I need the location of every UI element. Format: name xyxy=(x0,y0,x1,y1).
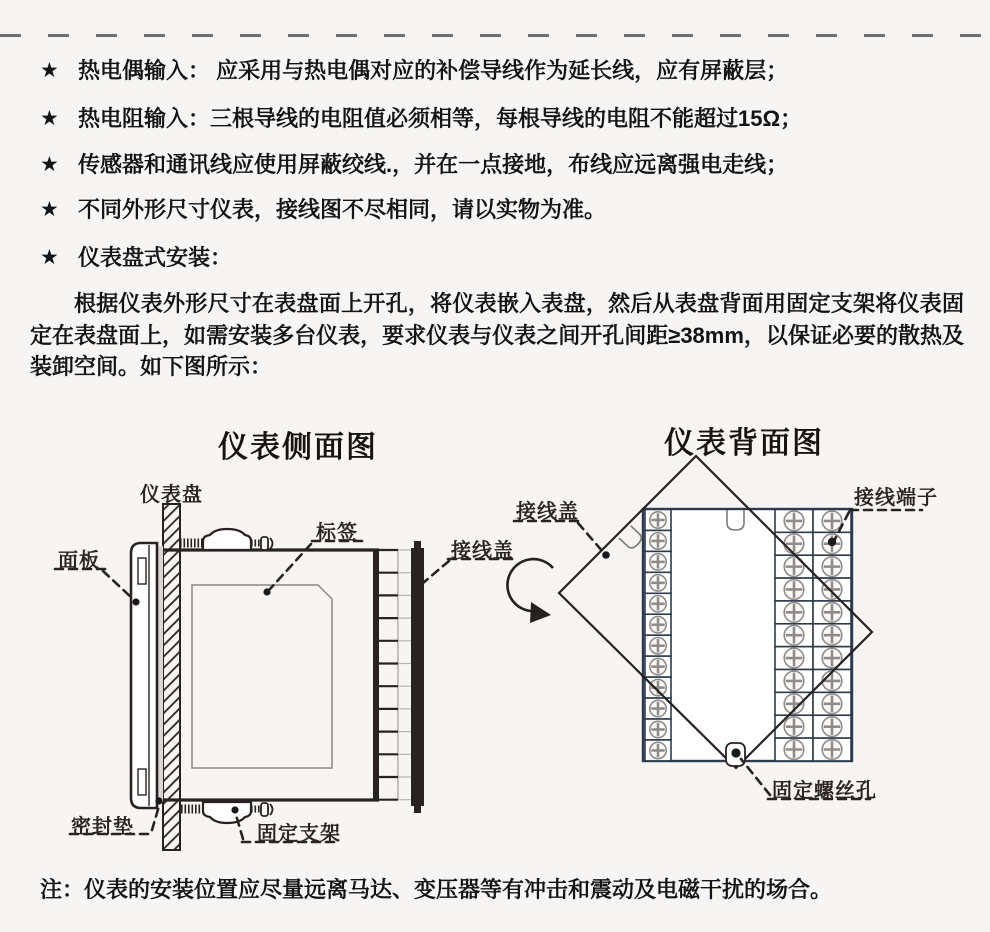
star-icon: ★ xyxy=(40,107,59,130)
label-gasket: 密封垫 xyxy=(71,816,134,838)
fixing-screw-hole xyxy=(726,743,745,766)
label-terminal: 接线端子 xyxy=(854,487,938,509)
bullet-text: 不同外形尺寸仪表，接线图不尽相同，请以实物为准。 xyxy=(78,197,607,222)
bullet-shielding xyxy=(40,152,970,178)
bullet-rtd xyxy=(40,106,970,132)
label-front-panel: 面板 xyxy=(58,550,100,572)
label-bracket: 固定支架 xyxy=(257,823,341,845)
bullet-panel-mount xyxy=(40,245,970,271)
top-bracket xyxy=(180,529,273,550)
bottom-note: 注：仪表的安装位置应尽量远离马达、变压器等有冲击和震动及电磁干扰的场合。 xyxy=(40,877,833,902)
back-view-title: 仪表背面图 xyxy=(664,426,824,461)
bullet-thermocouple xyxy=(40,58,970,84)
sticker-area xyxy=(192,585,332,768)
star-icon: ★ xyxy=(40,59,59,82)
label-panel-board: 仪表盘 xyxy=(140,484,203,506)
star-icon: ★ xyxy=(40,198,59,221)
star-icon: ★ xyxy=(40,246,59,269)
bullet-text: 仪表盘式安装： xyxy=(78,245,233,270)
terminal-cover-bar xyxy=(411,541,424,813)
bullet-text: 传感器和通讯线应使用屏蔽绞线.，并在一点接地，布线应远离强电走线； xyxy=(78,152,789,177)
side-view-title: 仪表侧面图 xyxy=(218,430,378,465)
bullet-text: 热电偶输入： 应采用与热电偶对应的补偿导线作为延长线，应有屏蔽层； xyxy=(78,58,789,83)
label-terminal-cover-back: 接线盖 xyxy=(516,501,579,523)
star-icon: ★ xyxy=(40,153,59,176)
terminal-strip xyxy=(373,549,411,800)
front-panel-bezel xyxy=(131,543,157,808)
rotate-arrow-icon xyxy=(507,559,553,623)
bullet-text: 热电阻输入：三根导线的电阻值必须相等，每根导线的电阻不能超过15Ω； xyxy=(78,106,803,131)
side-view-leaders xyxy=(55,541,512,842)
label-screw-hole: 固定螺丝孔 xyxy=(772,780,877,802)
side-view-diagram xyxy=(55,504,512,850)
install-paragraph: 根据仪表外形尺寸在表盘面上开孔，将仪表嵌入表盘，然后从表盘背面用固定支架将仪表固定在表盘面上，如需安装多台仪表，要求仪表与仪表之间开孔间距≥38mm，以保证必要的散热及装卸空间。如下图所示： xyxy=(30,291,964,379)
label-terminal-cover-side: 接线盖 xyxy=(451,540,514,562)
page-top-separator xyxy=(0,34,990,37)
label-sticker: 标签 xyxy=(316,522,358,544)
panel-wall xyxy=(163,504,180,850)
bullet-wiring-diagram xyxy=(40,197,970,223)
